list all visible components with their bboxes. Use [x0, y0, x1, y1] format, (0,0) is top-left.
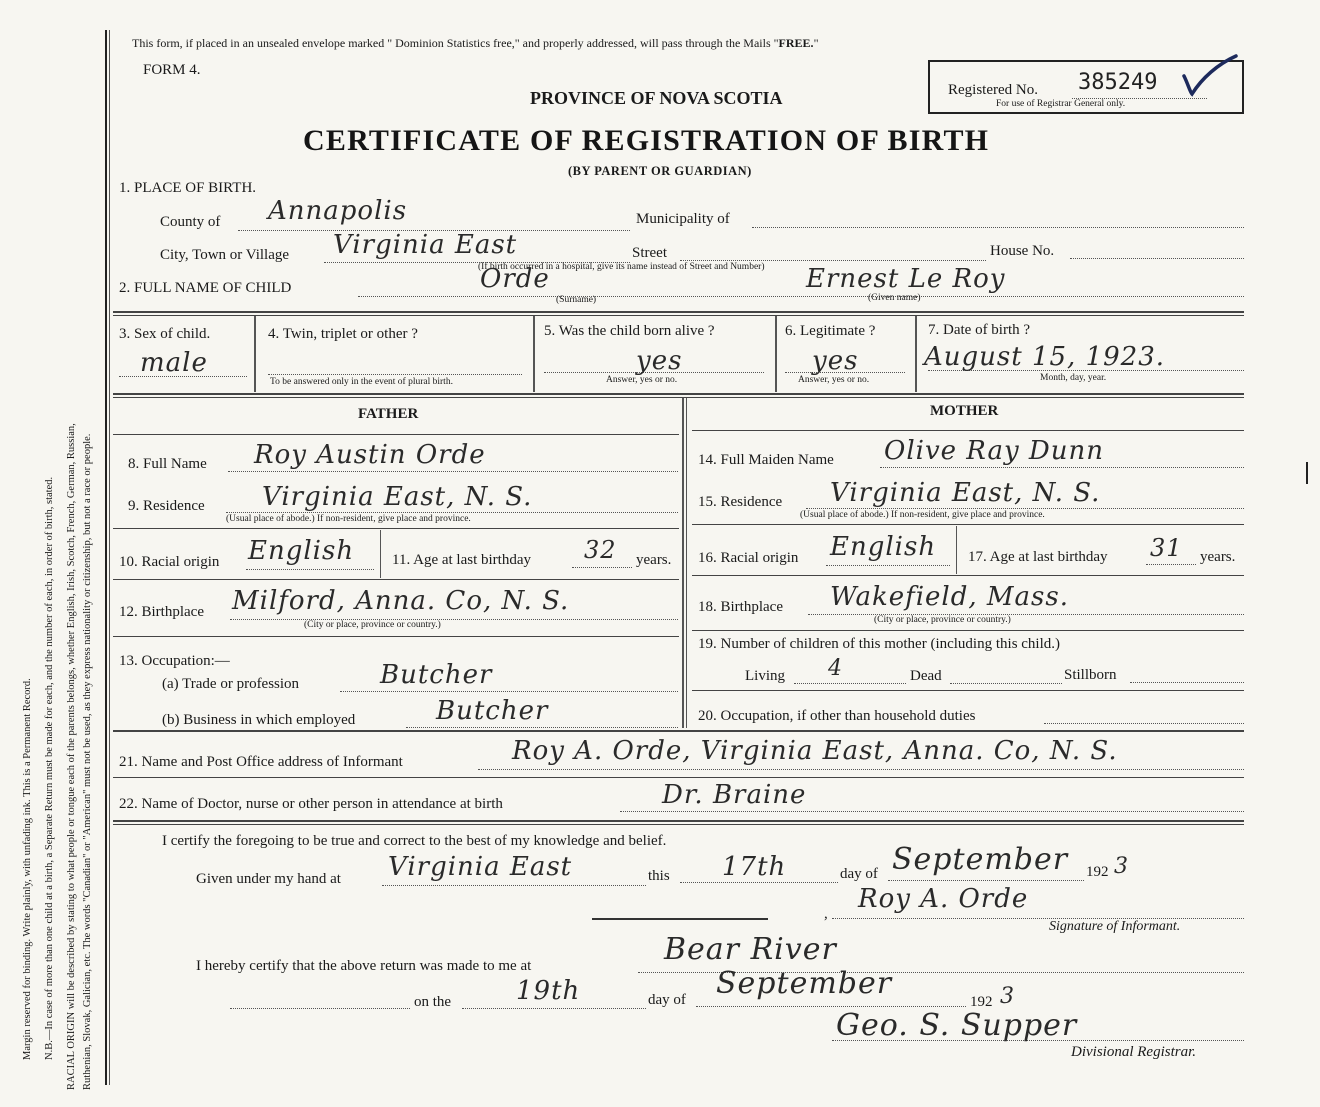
mail-note-text: This form, if placed in an unsealed envelope marked " Dominion Statistics free," and properly addressed, will pass through the Mails " — [132, 36, 779, 50]
father-race-label: 10. Racial origin — [119, 554, 220, 570]
mother-rule-1 — [692, 524, 1244, 525]
row3-div3 — [775, 316, 777, 392]
mother-occupation-label: 20. Occupation, if other than household duties — [698, 708, 976, 724]
sex-value: male — [140, 348, 208, 378]
child-name-label: 2. FULL NAME OF CHILD — [119, 280, 292, 296]
registrar-statement: I hereby certify that the above return was made to me at — [196, 958, 532, 974]
doctor-value: Dr. Braine — [662, 780, 807, 810]
mother-rule-4 — [692, 690, 1244, 691]
registered-note: For use of Registrar General only. — [996, 99, 1126, 109]
row3-div2 — [533, 316, 535, 392]
given-day-line — [680, 882, 838, 883]
county-value: Annapolis — [268, 196, 408, 226]
mother-heading-rule — [692, 430, 1244, 431]
father-age-value: 32 — [584, 536, 617, 564]
place-of-birth-heading: 1. PLACE OF BIRTH. — [119, 180, 257, 196]
municipality-label: Municipality of — [636, 211, 730, 227]
child-given-name: Ernest Le Roy — [806, 264, 1006, 294]
registrar-day-line — [462, 1008, 646, 1009]
twin-line — [268, 374, 522, 375]
father-business-line — [406, 727, 678, 728]
registered-box — [928, 60, 1244, 114]
father-trade-value: Butcher — [380, 660, 493, 690]
signature-comma: , — [824, 906, 828, 922]
father-occupation-label: 13. Occupation:— — [119, 653, 230, 669]
hospital-note: (If birth occurred in a hospital, give its name instead of Street and Number) — [478, 262, 765, 272]
father-name-value: Roy Austin Orde — [254, 440, 486, 470]
row3-div1 — [254, 316, 256, 392]
legitimate-note: Answer, yes or no. — [798, 375, 870, 385]
margin-divider — [105, 30, 107, 1085]
father-birthplace-value: Milford, Anna. Co, N. S. — [232, 586, 570, 616]
mother-race-value: English — [830, 532, 937, 562]
father-age-unit: years. — [636, 552, 672, 568]
legitimate-value: yes — [812, 346, 859, 376]
stillborn-line — [1130, 682, 1244, 683]
mail-note — [132, 36, 818, 51]
father-business-label: (b) Business in which employed — [162, 712, 356, 728]
father-trade-label: (a) Trade or profession — [162, 676, 300, 692]
father-rule-3 — [113, 636, 679, 637]
mother-race-label: 16. Racial origin — [698, 550, 799, 566]
city-label: City, Town or Village — [160, 247, 290, 263]
given-month-value: September — [892, 842, 1069, 877]
born-alive-note: Answer, yes or no. — [606, 375, 678, 385]
legitimate-label: 6. Legitimate ? — [785, 323, 876, 339]
father-name-line — [228, 471, 678, 472]
father-age-line — [572, 567, 632, 568]
house-number-line — [1070, 258, 1244, 259]
given-day-value: 17th — [722, 852, 787, 882]
mother-name-value: Olive Ray Dunn — [884, 436, 1104, 466]
father-residence-note: (Usual place of abode.) If non-resident, give place and province. — [226, 514, 471, 524]
certificate-subtitle: (BY PARENT OR GUARDIAN) — [568, 164, 752, 178]
father-trade-line — [340, 691, 678, 692]
registered-label: Registered No. — [948, 82, 1038, 98]
street-line — [680, 260, 986, 261]
province-title: PROVINCE OF NOVA SCOTIA — [530, 88, 783, 108]
given-name-note: (Given name) — [868, 293, 921, 303]
informant-line — [478, 769, 1244, 770]
date-of-birth-note: Month, day, year. — [1040, 373, 1107, 383]
registrar-year-value: 3 — [1000, 984, 1015, 1009]
mother-occupation-line — [1044, 723, 1244, 724]
mother-age-line — [1146, 564, 1196, 565]
mother-rule-2 — [692, 575, 1244, 576]
surname-note: (Surname) — [556, 295, 597, 305]
margin-note-binding: Margin reserved for binding. Write plainly, with unfading ink. This is a Permanent Record. — [22, 678, 33, 1060]
form-number: FORM 4. — [143, 62, 201, 78]
father-heading-rule — [113, 434, 679, 435]
parents-center-divider — [682, 398, 684, 728]
mother-birthplace-value: Wakefield, Mass. — [830, 582, 1069, 612]
mother-rule-3 — [692, 630, 1244, 631]
dead-label: Dead — [910, 668, 942, 684]
divider-after-name-2 — [113, 315, 1244, 316]
registrar-title: Divisional Registrar. — [1071, 1044, 1197, 1060]
mother-name-line — [880, 467, 1244, 468]
mail-note-end: " — [813, 36, 819, 50]
living-label: Living — [745, 668, 785, 684]
father-birthplace-label: 12. Birthplace — [119, 604, 204, 620]
father-race-divider — [380, 530, 381, 578]
mother-age-unit: years. — [1200, 549, 1236, 565]
registrar-month-line — [696, 1006, 966, 1007]
given-year-value: 3 — [1114, 854, 1129, 879]
father-business-value: Butcher — [436, 696, 549, 726]
county-label: County of — [160, 214, 221, 230]
informant-signature-line — [832, 918, 1244, 919]
twin-note: To be answered only in the event of plural birth. — [270, 377, 453, 387]
divider-before-parents — [113, 393, 1244, 395]
father-birthplace-line — [230, 619, 678, 620]
divider-after-name — [113, 311, 1244, 313]
margin-note-plural-birth: N.B.—In case of more than one child at a birth, a Separate Return must be made for each, and the number of each, in order of birth, stated. — [44, 476, 55, 1060]
given-dayof-label: day of — [840, 866, 878, 882]
divider-informant — [113, 777, 1244, 778]
born-alive-value: yes — [636, 346, 683, 376]
registrar-lead-line — [230, 1008, 410, 1009]
given-year-prefix: 192 — [1086, 864, 1109, 880]
checkmark-icon — [1180, 54, 1240, 104]
mother-residence-line — [806, 508, 1244, 509]
informant-signature: Roy A. Orde — [858, 884, 1029, 914]
divider-after-parents — [113, 730, 1244, 732]
child-name-line — [358, 296, 1244, 297]
parents-center-divider-2 — [686, 398, 687, 728]
house-number-label: House No. — [990, 243, 1055, 259]
father-age-label: 11. Age at last birthday — [392, 552, 531, 568]
father-race-value: English — [248, 536, 355, 566]
given-place-line — [382, 885, 646, 886]
informant-label: 21. Name and Post Office address of Informant — [119, 754, 403, 770]
mother-residence-label: 15. Residence — [698, 494, 783, 510]
informant-signature-line-short — [592, 918, 768, 920]
stillborn-label: Stillborn — [1064, 667, 1117, 683]
given-place-value: Virginia East — [388, 852, 573, 882]
street-label: Street — [632, 245, 667, 261]
registered-number: 385249 — [1078, 70, 1158, 95]
living-value: 4 — [828, 656, 843, 681]
right-edge-mark — [1306, 462, 1314, 484]
certify-statement: I certify the foregoing to be true and correct to the best of my knowledge and belief. — [162, 833, 667, 849]
given-month-line — [888, 880, 1084, 881]
margin-note-racial-origin: RACIAL ORIGIN will be described by stating to what people or tongue each of the parents belongs, whether English, Irish, Scotch, French, German, Russian, — [66, 423, 77, 1090]
twin-label: 4. Twin, triplet or other ? — [268, 326, 418, 342]
certificate-title: CERTIFICATE OF REGISTRATION OF BIRTH — [303, 124, 990, 157]
this-label: this — [648, 868, 670, 884]
child-surname: Orde — [480, 264, 550, 294]
registrar-month-value: September — [716, 966, 893, 1001]
living-line — [794, 683, 906, 684]
registrar-dayof-label: day of — [648, 992, 686, 1008]
date-of-birth-label: 7. Date of birth ? — [928, 322, 1031, 338]
father-residence-line — [226, 512, 678, 513]
registrar-signature: Geo. S. Supper — [836, 1008, 1078, 1043]
father-residence-label: 9. Residence — [128, 498, 205, 514]
mother-age-label: 17. Age at last birthday — [968, 549, 1108, 565]
mother-age-value: 31 — [1150, 534, 1183, 562]
father-rule-1 — [113, 528, 679, 529]
registrar-place-value: Bear River — [664, 932, 837, 967]
divider-before-parents-2 — [113, 397, 1244, 398]
date-of-birth-value: August 15, 1923. — [924, 342, 1166, 372]
row3-div4 — [915, 316, 917, 392]
margin-note-racial-origin-cont: Ruthenian, Slovak, Galician, etc. The words "Canadian" or "American" must not be used, as they express nationality or citizenship, but not a race or people. — [82, 433, 93, 1090]
doctor-label: 22. Name of Doctor, nurse or other person in attendance at birth — [119, 796, 503, 812]
mother-race-line — [826, 565, 950, 566]
father-heading: FATHER — [358, 406, 419, 422]
doctor-line — [620, 811, 1244, 812]
informant-value: Roy A. Orde, Virginia East, Anna. Co, N. S. — [512, 736, 1118, 766]
municipality-line — [752, 227, 1244, 228]
mail-note-free: FREE. — [778, 36, 814, 50]
sex-label: 3. Sex of child. — [119, 326, 211, 342]
registrar-year-prefix: 192 — [970, 994, 993, 1010]
father-name-label: 8. Full Name — [128, 456, 207, 472]
children-count-label: 19. Number of children of this mother (including this child.) — [698, 636, 1061, 652]
father-residence-value: Virginia East, N. S. — [262, 482, 533, 512]
mother-birthplace-label: 18. Birthplace — [698, 599, 783, 615]
father-race-line — [246, 569, 374, 570]
mother-birthplace-note: (City or place, province or country.) — [874, 615, 1011, 625]
registrar-on-label: on the — [414, 994, 452, 1010]
registrar-day-value: 19th — [516, 976, 581, 1006]
mother-residence-note: (Usual place of abode.) If non-resident, give place and province. — [800, 510, 1045, 520]
divider-before-certify — [113, 820, 1244, 822]
born-alive-label: 5. Was the child born alive ? — [544, 323, 715, 339]
mother-name-label: 14. Full Maiden Name — [698, 452, 834, 468]
father-birthplace-note: (City or place, province or country.) — [304, 620, 441, 630]
mother-race-divider — [956, 526, 957, 574]
mother-heading: MOTHER — [930, 403, 999, 419]
father-rule-2 — [113, 579, 679, 580]
informant-signature-label: Signature of Informant. — [1049, 919, 1181, 934]
mother-residence-value: Virginia East, N. S. — [830, 478, 1101, 508]
given-under-label: Given under my hand at — [196, 871, 341, 887]
margin-divider-inner — [109, 30, 110, 1085]
city-value: Virginia East — [333, 230, 518, 260]
dead-line — [950, 683, 1062, 684]
divider-before-certify-2 — [113, 824, 1244, 825]
